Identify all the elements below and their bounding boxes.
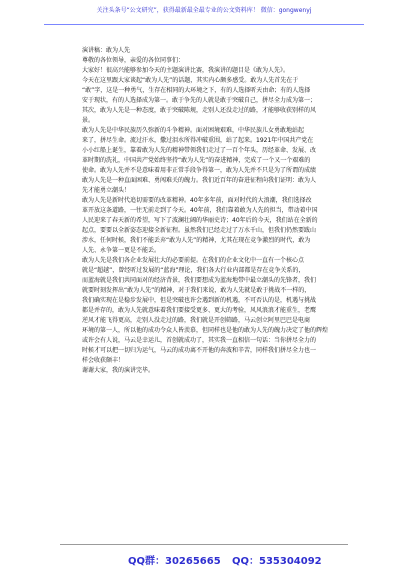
paragraph-line: 敢为人先是一种直面困难、勇闯难关的魄力。我们近百年的奋进征程向我们证明：敢为人 [82, 177, 317, 184]
paragraph-line: 先才能勇立潮头！ [82, 187, 131, 194]
paragraph-line: 革时期的洗礼，中国共产党始终坚持“敢为人先”的奋进精神，完成了一个又一个艰难的 [82, 157, 311, 164]
paragraph-line: 人民迎来了春天新的希望，写下了波澜壮阔的华丽史诗；40年后的今天，我们站在全新的 [82, 217, 318, 224]
paragraph-line: 敢为人先是我们各企业发展壮大的必要前提。在我们的企业文化中一直有一个核心点 [82, 257, 305, 264]
doc-title: 演讲稿：敢为人先 [82, 47, 131, 54]
paragraph-line: 就要时刻发挥出“敢为人先”的精神，对于我们来说，敢为人先就是敢于挑战不一样的， [82, 287, 311, 294]
document-body [82, 46, 327, 516]
paragraph-line: 涉水，任何时候，我们不能丢弃“敢为人先”的精神，尤其在现在竞争激烈的时代，敢为 [82, 237, 311, 244]
paragraph-line: 今天在这里跟大家谈起“敢为人先”的话题，其实内心颇多感受。敢为人先首先在于 [82, 77, 299, 84]
footer-divider [60, 544, 348, 545]
paragraph-line: 我们确实现在是稳步发展中，但是突破也许会遇到新的机遇，不可否认的是，机遇与挑战 [82, 297, 317, 304]
qq-contact-label: QQ：535304092 [232, 556, 322, 567]
banner-divider [44, 24, 364, 25]
banner-text: 关注头条号“公文研究”，获得最新最全最专业的公文资料库！ 微信：gongwenyj [96, 7, 312, 14]
paragraph-4 [82, 256, 327, 366]
paragraph-line: 革开放这条道路，一往无前走到了今天。40年前，我们靠着敢为人先的担当，带动着中国 [82, 207, 318, 214]
paragraph-line: 使命。敢为人先并不是意味着用非正常手段争得第一，敢为人先并不只是为了所谓的成绩 [82, 167, 317, 174]
paragraph-2 [82, 126, 327, 196]
paragraph-line: 人先、永争第一更是不能丢。 [82, 247, 161, 254]
paragraph-line: 来了，拼尽生命。流过汗水，撒过泪水所得冲破重围，站了起来。1921年中国共产党在 [82, 137, 314, 144]
paragraph-line: 安于现状，有的人选择成为第一。敢于争先的人就是敢于突破自己，拼尽全力成为第一； [82, 97, 317, 104]
paragraph-3 [82, 196, 327, 256]
paragraph-line: 样会收获颇丰！ [82, 357, 125, 364]
doc-greeting: 尊敬的各位领导，亲爱的各位同事们： [82, 57, 185, 64]
footer [0, 544, 408, 580]
paragraph-line: 时候才可以把一切归为运气，马云的成功离不开他的奔波和辛苦，同样我们拼尽全力也一 [82, 347, 317, 354]
paragraph-line: 就是“超越”，曾经听过发展的“蓝海”理论，我们各大行业内部都是存在竞争关系的， [82, 267, 305, 274]
paragraph-line: 小小红船上诞生，靠着敢为人先的精神带领我们走过了一百个年头，历经革命、发展、改 [82, 147, 317, 154]
doc-intro: 大家好！很高兴能够参加今天的主题演讲比赛，我演讲的题目是《敢为人先》。 [82, 67, 290, 74]
paragraph-1 [82, 76, 327, 126]
paragraph-line: 环境的第一人，所以他的成功令众人皆羡慕，但同样也是他的敢为人先的魄力决定了他的辉煌 [82, 327, 329, 334]
paragraph-line: 其次，敢为人先是一种态度，敢于突破陈规，走别人还没走过的路，才能够收获别样的风 [82, 107, 317, 114]
qq-group-label: QQ群：30265665 [128, 556, 221, 567]
top-banner [0, 0, 408, 30]
paragraph-line: 逆风才能飞得更高，走别人没走过的路，我们就是开创筛路，马云创立阿里巴巴是电商 [82, 317, 311, 324]
paragraph-line: 而蓝海就是我们共同面对的经济背景，我们要想成为蓝海地带中最立潮头的先锋者，我们 [82, 277, 317, 284]
paragraph-line: 景。 [82, 117, 95, 124]
paragraph-line: 起点，要要以全新姿态迎接全新征程。虽然我们已经走过了万水千山，但我们仍然要跋山 [82, 227, 317, 234]
paragraph-line: 敢为人先是新时代追切需要的改革精神。40年多年前，面对时代的大浪潮，我们选择改 [82, 197, 312, 204]
paragraph-line: 敢为人先是中华民族历久弥新的斗争精神。面对困境艰难，中华民族儿女勇敢地站起 [82, 127, 305, 134]
doc-closing: 谢谢大家，我的演讲完毕。 [82, 367, 155, 374]
paragraph-line: “敢”字，这是一种勇气，生存在相同的大环境之下，有的人选择听天由命；有的人选择 [82, 87, 311, 94]
paragraph-line: 或许会有人说，马云是幸运儿，首创就成功了，其实我一直相信一句话：当你拼尽全力的 [82, 337, 317, 344]
paragraph-line: 都是并存的，敢为人先就意味着我们要接受更多、更大的考验，风风浪浪才能重生，老鹰 [82, 307, 317, 314]
